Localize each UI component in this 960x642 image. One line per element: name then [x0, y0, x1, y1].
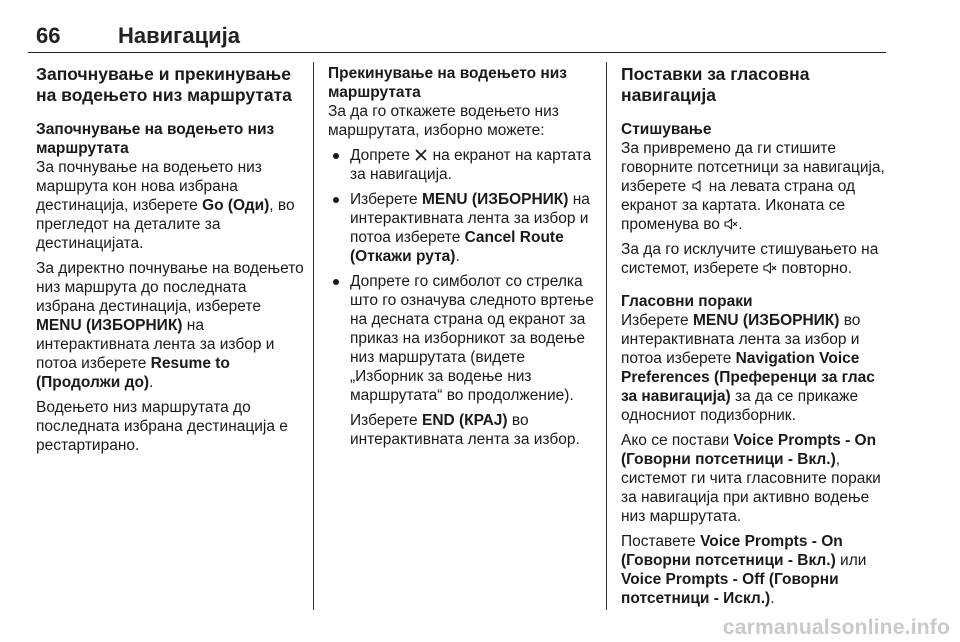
- paragraph: За почнување на водењето низ маршрута кон нова избрана дестинација, изберете Go (Оди), во прегледот на деталите за дестинацијата.: [36, 159, 295, 252]
- paragraph: Ако се постави Voice Prompts - On (Говорни потсетници - Вкл.), системот ги чита гласовните пораки за навигација при активно водење низ маршрутата.: [621, 432, 881, 525]
- page-number: 66: [36, 23, 61, 48]
- paragraph: За да го откажете водењето низ маршрутата, изборно можете:: [328, 103, 559, 139]
- close-icon: [414, 148, 428, 162]
- section-heading: Поставки за гласовна навигација: [621, 64, 810, 105]
- paragraph: Водењето низ маршрутата до последната избрана дестинација е рестартирано.: [36, 399, 288, 454]
- bullet-list: [328, 146, 596, 449]
- section-heading: Започнување и прекинување на водењето низ маршрутата: [36, 64, 292, 105]
- menu-term: Voice Prompts - Off (Говорни потсетници - Искл.): [621, 571, 839, 607]
- paragraph: За привремено да ги стишите говорните потсетници за навигација, изберете на левата страна од екранот за картата. Иконата се променува во .: [621, 140, 885, 233]
- column-divider: [313, 62, 314, 610]
- speaker-muted-icon: [763, 261, 777, 275]
- column-divider: [606, 62, 607, 610]
- list-item: [328, 272, 596, 449]
- chapter-title: Навигација: [118, 23, 240, 48]
- paragraph: За директно почнување на водењето низ маршрута до последната избрана дестинација, изберете MENU (ИЗБОРНИК) на интерактивната лента за избор и потоа изберете Resume to (Продолжи до).: [36, 260, 304, 391]
- list-item: Допрете на екранот на картата за навигација.: [328, 146, 596, 184]
- menu-term: END (КРАЈ): [421, 412, 508, 429]
- paragraph: Допрете го симболот со стрелка што го означува следното вртење на десната страна од екранот за приказ на изборникот за водење низ маршрутата (видете „Изборник за водење низ маршрутата“ во продолжение).: [350, 273, 594, 404]
- subsection-heading: Гласовни пораки: [621, 293, 753, 310]
- subsection-heading: Стишување: [621, 121, 712, 138]
- menu-term: MENU (ИЗБОРНИК): [421, 191, 569, 208]
- list-item: Изберете MENU (ИЗБОРНИК) на интерактивната лента за избор и потоа изберете Cancel Route (Откажи рута).: [328, 190, 596, 266]
- menu-term: Go (Оди): [202, 197, 270, 214]
- menu-term: Navigation Voice Preferences (Преференци за глас за навигација): [621, 350, 875, 405]
- page-header: [28, 22, 886, 53]
- watermark: carmanualsonline.info: [722, 616, 950, 639]
- menu-term: Cancel Route (Откажи рута): [350, 229, 564, 265]
- column-2: [328, 64, 596, 455]
- speaker-icon: [691, 179, 705, 193]
- subsection-heading: Започнување на водењето низ маршрутата: [36, 121, 275, 157]
- menu-term: Resume to (Продолжи до): [36, 355, 230, 391]
- paragraph: Поставете Voice Prompts - On (Говорни потсетници - Вкл.) или Voice Prompts - Off (Говорни потсетници - Искл.).: [621, 533, 867, 607]
- column-3: [621, 64, 887, 614]
- paragraph: Изберете END (КРАЈ) во интерактивната лента за избор.: [350, 412, 580, 448]
- subsection-heading: Прекинување на водењето низ маршрутата: [328, 65, 567, 101]
- menu-term: MENU (ИЗБОРНИК): [36, 317, 183, 334]
- paragraph: Изберете MENU (ИЗБОРНИК) во интерактивната лента за избор и потоа изберете Navigation Voice Preferences (Преференци за глас за навигација) за да се прикаже односниот подизборник.: [621, 312, 875, 424]
- menu-term: Voice Prompts - On (Говорни потсетници - Вкл.): [621, 533, 843, 569]
- menu-term: MENU (ИЗБОРНИК): [692, 312, 840, 329]
- menu-term: Voice Prompts - On (Говорни потсетници - Вкл.): [621, 432, 877, 468]
- column-1: [36, 64, 304, 461]
- paragraph: За да го исклучите стишувањето на системот, изберете повторно.: [621, 241, 879, 277]
- speaker-muted-icon: [724, 217, 738, 231]
